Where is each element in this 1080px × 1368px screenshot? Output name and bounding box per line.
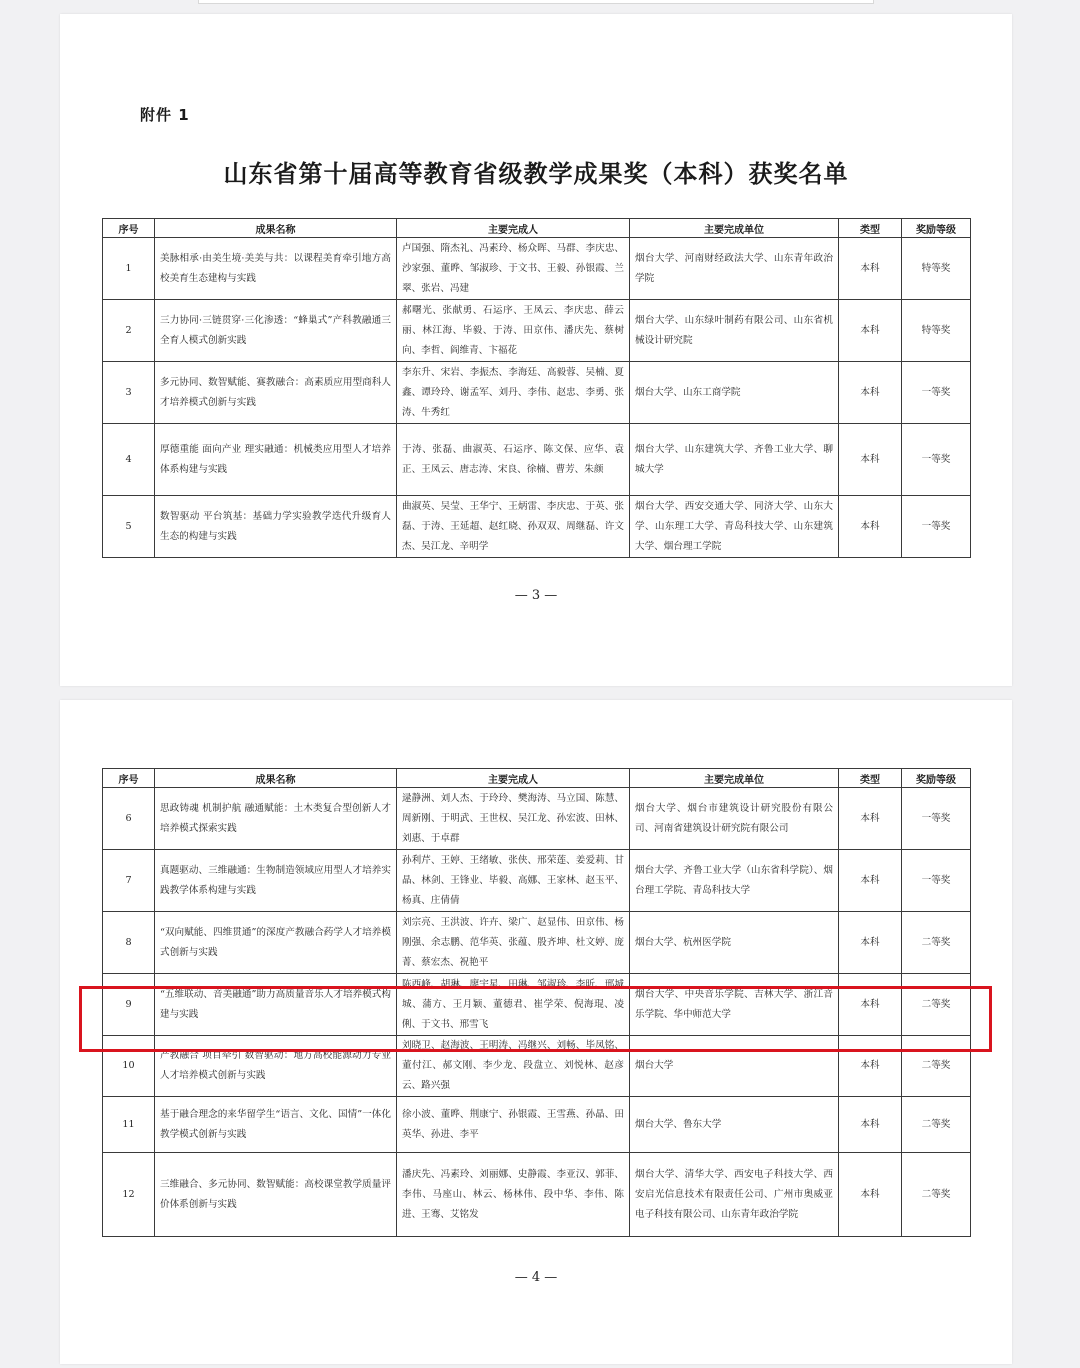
cell-units: 烟台大学、河南财经政法大学、山东青年政治学院 xyxy=(630,238,839,300)
table-header-row xyxy=(103,219,971,238)
table-row xyxy=(103,1153,971,1237)
cell-people: 逯静洲、刘人杰、于玲玲、樊海涛、马立国、陈慧、周新刚、于明武、王世权、吴江龙、孙宏波、田林、刘惠、于卓群 xyxy=(397,788,630,850)
cell-type: 本科 xyxy=(839,424,902,496)
cell-people: 刘宗亮、王洪波、许卉、梁广、赵显伟、田京伟、杨刚强、余志鹏、范华英、张蕴、殷齐坤、杜文婷、庞菁、蔡宏杰、祝艳平 xyxy=(397,912,630,974)
table-header-row xyxy=(103,769,971,788)
cell-people: 卢国强、隋杰礼、冯素玲、杨众晖、马群、李庆忠、沙家强、董晔、邹淑珍、于文书、王毅、孙银霞、兰翠、张岩、冯建 xyxy=(397,238,630,300)
cell-type: 本科 xyxy=(839,1097,902,1153)
cell-grade: 一等奖 xyxy=(902,850,971,912)
table-row xyxy=(103,362,971,424)
cell-grade: 一等奖 xyxy=(902,424,971,496)
cell-no: 12 xyxy=(103,1153,155,1237)
cell-title: 产教融合 项目牵引 数智驱动：地方高校能源动力专业人才培养模式创新与实践 xyxy=(155,1036,397,1097)
table-row xyxy=(103,300,971,362)
table-row xyxy=(103,788,971,850)
header-title: 成果名称 xyxy=(155,769,397,788)
table-row xyxy=(103,1097,971,1153)
table-row xyxy=(103,496,971,558)
cell-type: 本科 xyxy=(839,300,902,362)
cell-units: 烟台大学、中央音乐学院、吉林大学、浙江音乐学院、华中师范大学 xyxy=(630,974,839,1036)
cell-title: 三维融合、多元协同、数智赋能：高校课堂教学质量评价体系创新与实践 xyxy=(155,1153,397,1237)
cell-grade: 二等奖 xyxy=(902,1097,971,1153)
page-number: — 4 — xyxy=(514,1270,558,1285)
document-title: 山东省第十届高等教育省级教学成果奖（本科）获奖名单 xyxy=(223,159,849,188)
cell-no: 2 xyxy=(103,300,155,362)
table-row xyxy=(103,424,971,496)
cell-type: 本科 xyxy=(839,974,902,1036)
cell-units: 烟台大学、山东工商学院 xyxy=(630,362,839,424)
cell-title: 美脉相承·由美生境·美美与共：以课程美育牵引地方高校美育生态建构与实践 xyxy=(155,238,397,300)
header-people: 主要完成人 xyxy=(397,769,630,788)
cell-no: 3 xyxy=(103,362,155,424)
header-title: 成果名称 xyxy=(155,219,397,238)
cell-grade: 二等奖 xyxy=(902,974,971,1036)
cell-grade: 特等奖 xyxy=(902,300,971,362)
document-page-4 xyxy=(60,700,1012,1364)
cell-units: 烟台大学、山东绿叶制药有限公司、山东省机械设计研究院 xyxy=(630,300,839,362)
cell-people: 徐小波、董晔、荆康宁、孙银霞、王雪燕、孙晶、田英华、孙进、李平 xyxy=(397,1097,630,1153)
cell-no: 6 xyxy=(103,788,155,850)
cell-grade: 二等奖 xyxy=(902,912,971,974)
header-type: 类型 xyxy=(839,219,902,238)
header-no: 序号 xyxy=(103,769,155,788)
cell-grade: 一等奖 xyxy=(902,362,971,424)
cell-no: 9 xyxy=(103,974,155,1036)
cell-type: 本科 xyxy=(839,850,902,912)
header-grade: 奖励等级 xyxy=(902,219,971,238)
page-number: — 3 — xyxy=(514,588,558,603)
awards-table-page-3 xyxy=(102,218,971,558)
cell-title: “双向赋能、四维贯通”的深度产教融合药学人才培养模式创新与实践 xyxy=(155,912,397,974)
cell-title: 基于融合理念的来华留学生“语言、文化、国情”一体化教学模式创新与实践 xyxy=(155,1097,397,1153)
cell-title: 多元协同、数智赋能、赛教融合：高素质应用型商科人才培养模式创新与实践 xyxy=(155,362,397,424)
cell-people: 曲淑英、吴莹、王华宁、王炳雷、李庆忠、于英、张磊、于涛、王延超、赵红晓、孙双双、周继磊、许文杰、吴江龙、辛明学 xyxy=(397,496,630,558)
cell-title: 思政铸魂 机制护航 融通赋能：土木类复合型创新人才培养模式探索实践 xyxy=(155,788,397,850)
header-units: 主要完成单位 xyxy=(630,769,839,788)
awards-table-page-4 xyxy=(102,768,971,1237)
table-row xyxy=(103,238,971,300)
table-row xyxy=(103,912,971,974)
cell-people: 刘晓卫、赵海波、王明涛、冯继兴、刘畅、毕凤铭、董付江、郝文刚、李少龙、段盘立、刘悦林、赵彦云、路兴强 xyxy=(397,1036,630,1097)
cell-units: 烟台大学、杭州医学院 xyxy=(630,912,839,974)
attachment-label: 附件 1 xyxy=(140,106,190,124)
cell-grade: 一等奖 xyxy=(902,788,971,850)
cell-grade: 特等奖 xyxy=(902,238,971,300)
cell-grade: 二等奖 xyxy=(902,1153,971,1237)
cell-no: 1 xyxy=(103,238,155,300)
cell-title: 三力协同·三链贯穿·三化渗透：“蜂巢式”产科教融通三全育人模式创新实践 xyxy=(155,300,397,362)
cell-units: 烟台大学、烟台市建筑设计研究股份有限公司、河南省建筑设计研究院有限公司 xyxy=(630,788,839,850)
header-no: 序号 xyxy=(103,219,155,238)
cell-no: 11 xyxy=(103,1097,155,1153)
cell-grade: 二等奖 xyxy=(902,1036,971,1097)
cell-title: “五维联动、音美融通”助力高质量音乐人才培养模式构建与实践 xyxy=(155,974,397,1036)
cell-people: 潘庆先、冯素玲、刘丽娜、史静霞、李亚汉、郭菲、李伟、马座山、林云、杨林伟、段中华、李伟、陈进、王骞、艾铭发 xyxy=(397,1153,630,1237)
table-row-highlighted xyxy=(103,974,971,1036)
cell-grade: 一等奖 xyxy=(902,496,971,558)
cell-no: 4 xyxy=(103,424,155,496)
table-row xyxy=(103,1036,971,1097)
cell-title: 数智驱动 平台筑基：基础力学实验教学迭代升级育人生态的构建与实践 xyxy=(155,496,397,558)
document-page-3 xyxy=(60,14,1012,686)
cell-type: 本科 xyxy=(839,362,902,424)
cell-no: 5 xyxy=(103,496,155,558)
cell-units: 烟台大学、齐鲁工业大学（山东省科学院）、烟台理工学院、青岛科技大学 xyxy=(630,850,839,912)
cell-people: 李东升、宋岩、李振杰、李海廷、高毅蓉、吴楠、夏鑫、谭玲玲、谢孟军、刘丹、李伟、赵忠、李勇、张涛、牛秀红 xyxy=(397,362,630,424)
table-row xyxy=(103,850,971,912)
cell-title: 真题驱动、三维融通：生物制造领域应用型人才培养实践教学体系构建与实践 xyxy=(155,850,397,912)
cell-type: 本科 xyxy=(839,1153,902,1237)
header-grade: 奖励等级 xyxy=(902,769,971,788)
cell-units: 烟台大学、山东建筑大学、齐鲁工业大学、聊城大学 xyxy=(630,424,839,496)
cell-type: 本科 xyxy=(839,912,902,974)
header-units: 主要完成单位 xyxy=(630,219,839,238)
cell-no: 10 xyxy=(103,1036,155,1097)
cell-people: 郝曙光、张献勇、石运序、王凤云、李庆忠、薛云丽、林江海、毕毅、于涛、田京伟、潘庆先、蔡树向、李哲、阎维青、卞福花 xyxy=(397,300,630,362)
previous-page-edge xyxy=(198,0,874,4)
cell-type: 本科 xyxy=(839,788,902,850)
cell-title: 厚德重能 面向产业 理实融通：机械类应用型人才培养体系构建与实践 xyxy=(155,424,397,496)
cell-no: 8 xyxy=(103,912,155,974)
cell-people: 孙利芹、王婷、王绪敏、张侠、邢荣莲、姜爱莉、甘晶、林剑、王锋业、毕毅、高娜、王家林、赵玉平、杨真、庄倩倩 xyxy=(397,850,630,912)
cell-type: 本科 xyxy=(839,1036,902,1097)
header-type: 类型 xyxy=(839,769,902,788)
cell-units: 烟台大学、鲁东大学 xyxy=(630,1097,839,1153)
cell-people: 陈西峰、胡琳、廖宇星、田琳、邹淑珍、李昕、邢城城、蒲方、王月颖、董德君、崔学荣、倪海琨、凌俐、于文书、邢雪飞 xyxy=(397,974,630,1036)
cell-units: 烟台大学、西安交通大学、同济大学、山东大学、山东理工大学、青岛科技大学、山东建筑大学、烟台理工学院 xyxy=(630,496,839,558)
header-people: 主要完成人 xyxy=(397,219,630,238)
cell-units: 烟台大学 xyxy=(630,1036,839,1097)
cell-units: 烟台大学、清华大学、西安电子科技大学、西安启光信息技术有限责任公司、广州市奥威亚电子科技有限公司、山东青年政治学院 xyxy=(630,1153,839,1237)
cell-no: 7 xyxy=(103,850,155,912)
cell-people: 于涛、张磊、曲淑英、石运序、陈文保、应华、袁正、王凤云、唐志涛、宋良、徐楠、曹芳、朱颜 xyxy=(397,424,630,496)
cell-type: 本科 xyxy=(839,238,902,300)
cell-type: 本科 xyxy=(839,496,902,558)
